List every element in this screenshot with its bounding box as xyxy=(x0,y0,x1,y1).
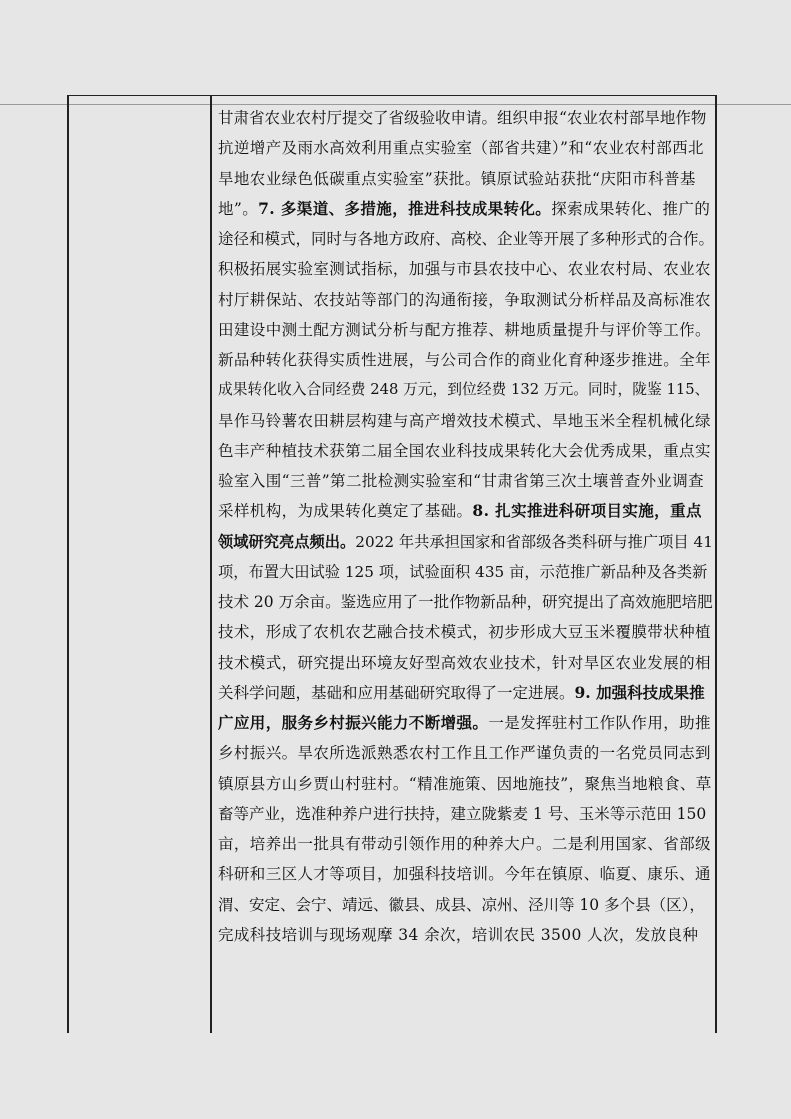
text-line xyxy=(218,164,714,194)
text-line xyxy=(218,678,714,708)
text-line xyxy=(218,254,714,284)
body-text: 一是发挥驻村工作队作用，助推 xyxy=(488,714,711,732)
text-line xyxy=(218,345,714,375)
body-text: 技术 20 万余亩。鉴选应用了一批作物新品种，研究提出了高效施肥培肥 xyxy=(218,593,713,611)
text-line xyxy=(218,587,714,617)
body-text: 村厅耕保站、农技站等部门的沟通衔接，争取测试分析样品及高标准农 xyxy=(218,290,711,309)
body-text: 镇原县方山乡贾山村驻村。“精准施策、因地施技”，聚焦当地粮食、草 xyxy=(218,774,712,793)
text-line xyxy=(218,708,714,738)
body-text: 项，布置大田试验 125 项，试验面积 435 亩，示范推广新品种及各类新 xyxy=(218,562,708,581)
table-content-cell xyxy=(218,103,714,950)
bold-heading-text: 领域研究亮点频出。 xyxy=(218,532,356,551)
report-table xyxy=(67,95,717,1033)
body-text: 验室入围“三普”第二批检测实验室和“甘肃省第三次土壤普查外业调查 xyxy=(218,472,705,490)
body-text: 成果转化收入合同经费 248 万元，到位经费 132 万元。同时，陇鉴 115、 xyxy=(218,381,710,399)
body-text: 旱地农业绿色低碳重点实验室”获批。镇原试验站获批“庆阳市科普基 xyxy=(218,169,696,188)
body-text: 畜等产业，选准种养户进行扶持，建立陇紫麦 1 号、玉米等示范田 150 xyxy=(218,804,707,823)
body-text: 采样机构，为成果转化奠定了基础。 xyxy=(218,502,473,521)
body-text: 技术模式，研究提出环境友好型高效农业技术，针对旱区农业发展的相 xyxy=(218,653,711,672)
text-line xyxy=(218,769,714,799)
text-line xyxy=(218,406,714,436)
body-text: 色丰产种植技术获第二届全国农业科技成果转化大会优秀成果，重点实 xyxy=(218,441,711,460)
body-text: 渭、安定、会宁、靖远、徽县、成县、凉州、泾川等 10 多个县（区）， xyxy=(218,895,705,914)
body-text: 甘肃省农业农村厅提交了省级验收申请。组织申报“农业农村部旱地作物 xyxy=(218,109,707,127)
text-line xyxy=(218,224,714,254)
text-line xyxy=(218,738,714,768)
body-text: 完成科技培训与现场观摩 34 余次，培训农民 3500 人次，发放良种 xyxy=(218,925,699,944)
text-line xyxy=(218,466,714,496)
body-text: 乡村振兴。旱农所选派熟悉农村工作且工作严谨负责的一名党员同志到 xyxy=(218,744,711,763)
text-line xyxy=(218,859,714,889)
body-text: 技术，形成了农机农艺融合技术模式，初步形成大豆玉米覆膜带状种植 xyxy=(218,623,711,642)
text-line xyxy=(218,557,714,587)
column-divider xyxy=(210,96,212,1033)
text-line xyxy=(218,829,714,859)
body-text: 新品种转化获得实质性进展，与公司合作的商业化育种逐步推进。全年 xyxy=(218,351,711,369)
text-line xyxy=(218,194,714,224)
text-line xyxy=(218,799,714,829)
text-line xyxy=(218,133,714,163)
bold-heading-text: 7. 多渠道、多措施，推进科技成果转化。 xyxy=(258,198,552,218)
table-label-cell xyxy=(69,96,210,1033)
text-line xyxy=(218,375,714,405)
text-line xyxy=(218,103,714,133)
text-line xyxy=(218,920,714,950)
body-text: 科研和三区人才等项目，加强科技培训。今年在镇原、临夏、康乐、通 xyxy=(218,865,711,884)
bold-heading-text: 广应用，服务乡村振兴能力不断增强。 xyxy=(218,713,489,732)
body-text: 探索成果转化、推广的 xyxy=(551,199,711,218)
text-line xyxy=(218,527,714,557)
text-line xyxy=(218,648,714,678)
body-text: 关科学问题，基础和应用基础研究取得了一定进展。 xyxy=(218,683,575,702)
body-text: 积极拓展实验室测试指标，加强与市县农技中心、农业农村局、农业农 xyxy=(218,260,711,279)
text-line xyxy=(218,890,714,920)
body-text: 2022 年共承担国家和省部级各类科研与推广项目 41 xyxy=(355,532,713,551)
body-text: 地”。 xyxy=(218,199,259,218)
body-text: 抗逆增产及雨水高效利用重点实验室（部省共建）”和“农业农村部西北 xyxy=(218,139,704,158)
text-line xyxy=(218,436,714,466)
text-line xyxy=(218,496,714,526)
bold-heading-text: 8. 扎实推进科研项目实施，重点 xyxy=(472,501,702,521)
bold-heading-text: 9. 加强科技成果推 xyxy=(574,682,705,702)
text-line xyxy=(218,617,714,647)
text-line xyxy=(218,285,714,315)
text-line xyxy=(218,315,714,345)
body-text: 途径和模式，同时与各地方政府、高校、企业等开展了多种形式的合作。 xyxy=(218,230,714,248)
body-text: 田建设中测土配方测试分析与配方推荐、耕地质量提升与评价等工作。 xyxy=(218,320,711,339)
body-text: 旱作马铃薯农田耕层构建与高产增效技术模式、旱地玉米全程机械化绿 xyxy=(218,411,711,430)
body-text: 亩，培养出一批具有带动引领作用的种养大户。二是利用国家、省部级 xyxy=(218,835,711,853)
